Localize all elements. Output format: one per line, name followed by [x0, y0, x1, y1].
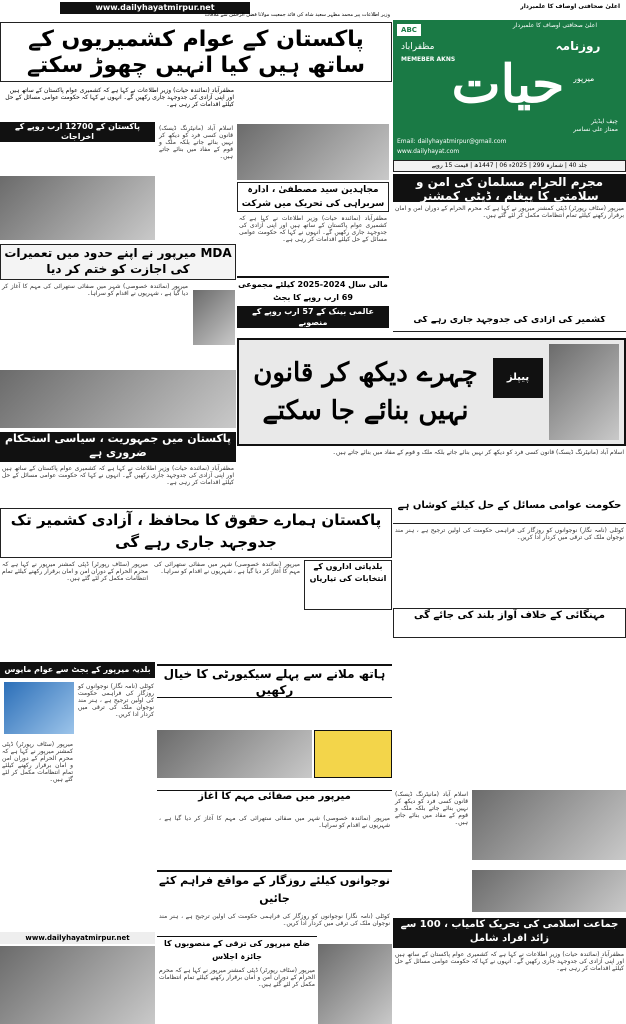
mid-headline-1[interactable]: مجاہدین سید مصطفیٰ ، ادارہ سربراہی کی تحریک میں شرکت: [237, 182, 389, 212]
bottom-body-4: میرپور (سٹاف رپورٹر) ڈپٹی کمشنر میرپور نے کہا ہے کہ محرم الحرام کے دوران امن و امان برقرار رکھنے کیلئے تمام انتظامات مکمل کر لئے گئے ہیں۔: [159, 967, 315, 988]
photo-meeting-1: [237, 124, 389, 180]
mid-body-3: میرپور (نمائندہ خصوصی) شہر میں صفائی ستھرائی کی مہم کا آغاز کر دیا گیا ہے ، شہریوں نے اقدام کو سراہا۔: [154, 561, 300, 575]
right-headline-4[interactable]: مہنگائی کے خلاف آواز بلند کی جائے گی: [393, 608, 626, 638]
center-banner-headline[interactable]: چہرے دیکھ کر قانون نہیں بنائے جا سکتے: [253, 358, 478, 426]
left-body-3: میرپور (نمائندہ خصوصی) شہر میں صفائی ستھرائی کی مہم کا آغاز کر دیا گیا ہے ، شہریوں نے اقدام کو سراہا۔: [2, 283, 188, 297]
photo-group-4: [0, 946, 155, 1024]
photo-group-2: [472, 790, 626, 860]
editor-name: ممتاز علی نساسر: [573, 126, 618, 133]
top-bar: [0, 0, 626, 20]
center-banner-body: اسلام آباد (مانیٹرنگ ڈیسک) قانون کسی فرد کو دیکھ کر نہیں بنائے جاتے بلکہ ملک و قوم کے مفاد میں بنائے جاتے ہیں۔: [332, 449, 624, 456]
center-banner-side: پیپلز: [493, 358, 543, 398]
photo-group-3: [472, 870, 626, 912]
yellow-notice: [314, 730, 392, 778]
mid-headline-4[interactable]: ہاتھ ملانے سے پہلے سیکیورٹی کا خیال رکھیں: [157, 664, 392, 698]
side-body-1: کوٹلی (نامہ نگار) نوجوانوں کو روزگار کی فراہمی حکومت کی اولین ترجیح ہے ، ہنر مند نوجوان ملک کی ترقی میں کردار ادا کریں۔: [78, 683, 154, 718]
bottom-body-1: میرپور (نمائندہ خصوصی) شہر میں صفائی ستھرائی کی مہم کا آغاز کر دیا گیا ہے ، شہریوں نے اقدام کو سراہا۔: [159, 815, 390, 829]
masthead-website[interactable]: www.dailyhayat.com: [397, 148, 460, 155]
main-headline-box: [0, 22, 392, 82]
masthead-title[interactable]: حیات: [451, 56, 565, 114]
photo-portrait-1: [193, 290, 235, 345]
bottom-body-2: کوٹلی (نامہ نگار) نوجوانوں کو روزگار کی فراہمی حکومت کی اولین ترجیح ہے ، ہنر مند نوجوان ملک کی ترقی میں کردار ادا کریں۔: [159, 913, 390, 927]
top-bar-right-note: اعلیٰ صحافتی اوصاف کا علمبردار: [520, 3, 620, 10]
mid-headline-3[interactable]: بلدیاتی اداروں کے انتخابات کی تیاریاں: [304, 560, 392, 610]
mid-body-1: مظفرآباد (نمائندہ حیات) وزیر اطلاعات نے کہا ہے کہ کشمیری عوام پاکستان کے ساتھ ہیں اور اپنی آزادی کی جدوجہد جاری رکھیں گے۔ انہوں نے کہا کہ حکومت عوامی مسائل کے حل کیلئے اقدامات کر رہی ہے۔: [239, 215, 387, 243]
editor-label: چیف ایڈیٹر: [591, 118, 618, 125]
bottom-headline-2[interactable]: نوجوانوں کیلئے روزگار کے مواقع فراہم کئے جائیں: [157, 870, 392, 910]
masthead-daily-label: روزنامہ: [555, 40, 601, 53]
photo-meeting-2: [0, 176, 155, 240]
top-bar-website[interactable]: www.dailyhayatmirpur.net: [60, 2, 250, 14]
bottom-headline-3[interactable]: ضلع میرپور کی ترقی کے منصوبوں کا جائزہ اجلاس: [157, 936, 317, 964]
photo-portrait-2: [318, 944, 392, 1024]
columnist-photo: [4, 682, 74, 734]
stat-headline-2[interactable]: عالمی بینک کے 57 ارب روپے کے منصوبے: [237, 306, 389, 328]
top-bar-left-note: وزیر اطلاعات پیر محمد مظہر سعید شاہ کی قائد جمعیت مولانا فضل الرحمٰن سے ملاقات: [204, 12, 390, 18]
center-banner: [237, 338, 626, 446]
right-headline-2[interactable]: کشمیر کی آزادی کی جدوجہد جاری رہے گی: [393, 316, 626, 332]
footer-website[interactable]: www.dailyhayatmirpur.net: [0, 932, 155, 944]
main-headline[interactable]: پاکستان کے عوام کشمیریوں کے ساتھ ہیں کیا انہیں چھوڑ سکتے: [26, 27, 366, 78]
left-body-1: مظفرآباد (نمائندہ حیات) وزیر اطلاعات نے کہا ہے کہ کشمیری عوام پاکستان کے ساتھ ہیں اور اپنی آزادی کی جدوجہد جاری رکھیں گے۔ انہوں نے کہا کہ حکومت عوامی مسائل کے حل کیلئے اقدامات کر رہی ہے۔: [5, 87, 234, 108]
bottom-headline-1[interactable]: میرپور میں صفائی مہم کا آغاز: [157, 790, 392, 812]
right-headline-1[interactable]: مجرم الحرام مسلمان کی امن و سلامتی کا پیغام ، ڈپٹی کمشنر: [393, 174, 626, 202]
abc-badge: ABC: [397, 24, 421, 36]
mid-body-2: میرپور (سٹاف رپورٹر) ڈپٹی کمشنر میرپور نے کہا ہے کہ محرم الحرام کے دوران امن و امان برقرار رکھنے کیلئے تمام انتظامات مکمل کر لئے گئے ہیں۔: [2, 561, 148, 582]
photo-meeting-3: [0, 370, 236, 428]
left-headline-2[interactable]: MDA میرپور نے اپنے حدود میں تعمیرات کی اجازت کو ختم کر دیا: [0, 244, 236, 280]
side-headline-2[interactable]: بلدیہ میرپور کے بجٹ سے عوام مایوس: [0, 662, 155, 678]
stat-headline-1[interactable]: مالی سال 2024-2025 کیلئے مجموعی 69 ارب روپے کا بجٹ: [237, 276, 389, 304]
left-body-4: مظفرآباد (نمائندہ حیات) وزیر اطلاعات نے کہا ہے کہ کشمیری عوام پاکستان کے ساتھ ہیں اور اپنی آزادی کی جدوجہد جاری رکھیں گے۔ انہوں نے کہا کہ حکومت عوامی مسائل کے حل کیلئے اقدامات کر رہی ہے۔: [2, 465, 234, 486]
masthead-city-left: مظفرآباد: [401, 42, 435, 52]
masthead-city-right: میرپور: [573, 74, 595, 83]
right-body-3: اسلام آباد (مانیٹرنگ ڈیسک) قانون کسی فرد کو دیکھ کر نہیں بنائے جاتے بلکہ ملک و قوم کے مفاد میں بنائے جاتے ہیں۔: [395, 791, 468, 826]
masthead: [393, 20, 626, 160]
stat-headline-3[interactable]: پاکستان کے 12700 ارب روپے کے اخراجات: [0, 122, 155, 142]
right-headline-3[interactable]: حکومت عوامی مسائل کے حل کیلئے کوشاں ہے: [393, 500, 626, 524]
mid-headline-2[interactable]: پاکستان ہمارے حقوق کا محافظ ، آزادی کشمیر تک جدوجہد جاری رہے گی: [0, 508, 392, 558]
issue-line: جلد 40 | شمارہ 299 | 2025ء 06 | 1447ھ | قیمت 15 روپے: [393, 160, 626, 172]
right-body-1: میرپور (سٹاف رپورٹر) ڈپٹی کمشنر میرپور نے کہا ہے کہ محرم الحرام کے دوران امن و امان برقرار رکھنے کیلئے تمام انتظامات مکمل کر لئے گئے ہیں۔: [395, 205, 624, 219]
right-body-2: کوٹلی (نامہ نگار) نوجوانوں کو روزگار کی فراہمی حکومت کی اولین ترجیح ہے ، ہنر مند نوجوان ملک کی ترقی میں کردار ادا کریں۔: [395, 527, 624, 541]
center-banner-photo: [549, 344, 619, 440]
photo-group-1: [157, 730, 312, 778]
bottom-body-3: مظفرآباد (نمائندہ حیات) وزیر اطلاعات نے کہا ہے کہ کشمیری عوام پاکستان کے ساتھ ہیں اور اپنی آزادی کی جدوجہد جاری رکھیں گے۔ انہوں نے کہا کہ حکومت عوامی مسائل کے حل کیلئے اقدامات کر رہی ہے۔: [395, 951, 624, 972]
masthead-member: MEMEBER AKNS: [401, 56, 456, 63]
side-body-2: میرپور (سٹاف رپورٹر) ڈپٹی کمشنر میرپور نے کہا ہے کہ محرم الحرام کے دوران امن و امان برقرار رکھنے کیلئے تمام انتظامات مکمل کر لئے گئے ہیں۔: [2, 741, 73, 783]
masthead-email[interactable]: Email: dailyhayatmirpur@gmail.com: [397, 138, 507, 145]
left-body-2: اسلام آباد (مانیٹرنگ ڈیسک) قانون کسی فرد کو دیکھ کر نہیں بنائے جاتے بلکہ ملک و قوم کے مفاد میں بنائے جاتے ہیں۔: [159, 125, 233, 160]
masthead-top-strip: اعلیٰ صحافتی اوصاف کا علمبردار: [512, 22, 597, 29]
bottom-headline-4[interactable]: جماعت اسلامی کی تحریک کامیاب ، 100 سے زائد افراد شامل: [393, 918, 626, 948]
left-headline-3[interactable]: پاکستان میں جمہوریت ، سیاسی استحکام ضروری ہے: [0, 432, 236, 462]
